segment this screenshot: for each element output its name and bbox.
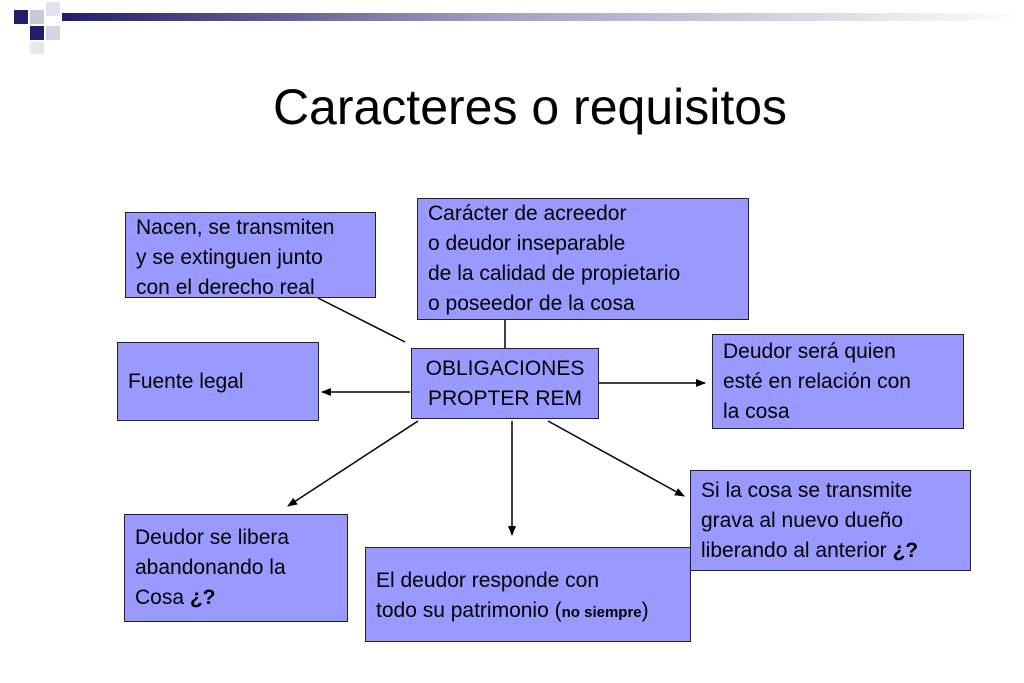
connector-line-nacen (318, 298, 405, 342)
question-mark: ¿? (892, 539, 919, 562)
node-line: con el derecho real (136, 276, 315, 299)
node-line-text: Cosa (135, 586, 190, 609)
node-line: Fuente legal (128, 370, 244, 393)
node-line: Carácter de acreedor (428, 202, 627, 225)
node-line (135, 583, 337, 613)
node-deudor-quien (712, 334, 964, 429)
node-line: Si la cosa se transmite (701, 479, 913, 502)
node-line (701, 536, 960, 566)
node-line: Deudor será quien (723, 340, 896, 363)
node-line: grava al nuevo dueño (701, 509, 903, 532)
node-patrimonio (365, 547, 691, 642)
node-caracter (417, 198, 749, 320)
node-line: OBLIGACIONES (425, 357, 585, 380)
node-line-text: ) (641, 599, 649, 622)
node-line-text: liberando al anterior (701, 539, 893, 562)
node-fuente (117, 342, 319, 421)
node-line: esté en relación con (723, 370, 911, 393)
slide-title: Caracteres o requisitos (272, 79, 788, 135)
question-mark: ¿? (189, 586, 216, 609)
arrow-libera (288, 421, 418, 506)
node-line-text: todo su patrimonio ( (376, 599, 562, 622)
arrow-transmite (548, 421, 684, 496)
node-line: o deudor inseparable (428, 232, 626, 255)
node-libera (124, 514, 348, 622)
node-line: PROPTER REM (427, 387, 582, 410)
node-line: o poseedor de la cosa (428, 292, 635, 315)
node-line: Nacen, se transmiten (136, 216, 335, 239)
node-line: la cosa (723, 400, 790, 423)
node-transmite (690, 470, 971, 571)
node-line: de la calidad de propietario (428, 262, 681, 285)
node-line (376, 596, 680, 628)
node-nacen (125, 212, 376, 298)
no-siempre-note: no siempre (561, 604, 642, 621)
node-line: El deudor responde con (376, 569, 599, 592)
node-line: y se extinguen junto (136, 246, 323, 269)
node-line: Deudor se libera (135, 526, 290, 549)
node-center (411, 348, 599, 419)
node-line: abandonando la (135, 556, 286, 579)
